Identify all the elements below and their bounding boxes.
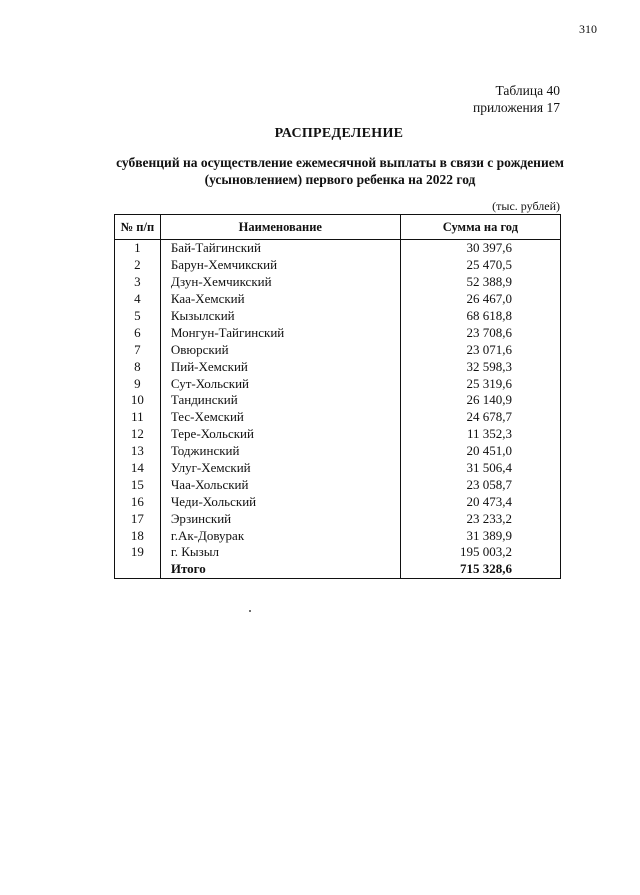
table-row	[115, 544, 561, 561]
row-num-cell: 6	[115, 324, 161, 341]
table-row	[115, 443, 561, 460]
table-row	[115, 291, 561, 308]
table-row	[115, 375, 561, 392]
table-row	[115, 341, 561, 358]
row-sum-cell: 11 352,3	[400, 426, 560, 443]
row-name-cell: Бай-Тайгинский	[160, 240, 400, 257]
row-num-cell: 14	[115, 460, 161, 477]
row-name-cell: Пий-Хемский	[160, 358, 400, 375]
row-sum-cell: 25 319,6	[400, 375, 560, 392]
row-name-cell: Каа-Хемский	[160, 291, 400, 308]
document-subtitle	[110, 154, 570, 188]
row-sum-cell: 195 003,2	[400, 544, 560, 561]
header-sum: Сумма на год	[400, 215, 560, 240]
row-sum-cell: 31 389,9	[400, 527, 560, 544]
table-row	[115, 510, 561, 527]
table-row	[115, 358, 561, 375]
row-sum-cell: 23 708,6	[400, 324, 560, 341]
row-sum-cell: 30 397,6	[400, 240, 560, 257]
table-row	[115, 409, 561, 426]
row-name-cell: Кызылский	[160, 308, 400, 325]
row-num-cell: 9	[115, 375, 161, 392]
row-name-cell: Улуг-Хемский	[160, 460, 400, 477]
table-body	[115, 240, 561, 579]
row-name-cell: Барун-Хемчикский	[160, 257, 400, 274]
row-sum-cell: 25 470,5	[400, 257, 560, 274]
table-reference-line1: Таблица 40	[495, 83, 560, 98]
header-num: № п/п	[115, 215, 161, 240]
row-name-cell: Овюрский	[160, 341, 400, 358]
row-sum-cell: 23 233,2	[400, 510, 560, 527]
table-row	[115, 426, 561, 443]
stray-mark	[249, 610, 251, 612]
table-row	[115, 392, 561, 409]
distribution-table	[114, 214, 561, 579]
row-name-cell: г.Ак-Довурак	[160, 527, 400, 544]
row-num-cell: 1	[115, 240, 161, 257]
row-name-cell: Тере-Хольский	[160, 426, 400, 443]
table-row	[115, 460, 561, 477]
row-name-cell: Чаа-Хольский	[160, 476, 400, 493]
row-sum-cell: 23 058,7	[400, 476, 560, 493]
row-num-cell: 13	[115, 443, 161, 460]
row-num-cell: 5	[115, 308, 161, 325]
total-row	[115, 561, 561, 578]
row-name-cell: Эрзинский	[160, 510, 400, 527]
table-row	[115, 527, 561, 544]
table-row	[115, 476, 561, 493]
row-num-cell: 2	[115, 257, 161, 274]
row-name-cell: Дзун-Хемчикский	[160, 274, 400, 291]
row-num-cell: 10	[115, 392, 161, 409]
row-name-cell: Чеди-Хольский	[160, 493, 400, 510]
table-row	[115, 324, 561, 341]
row-num-cell: 16	[115, 493, 161, 510]
subtitle-line2: (усыновлением) первого ребенка на 2022 год	[204, 172, 476, 187]
header-name: Наименование	[160, 215, 400, 240]
table-header-row	[115, 215, 561, 240]
table-row	[115, 493, 561, 510]
table-row	[115, 274, 561, 291]
row-num-cell: 19	[115, 544, 161, 561]
total-label: Итого	[160, 561, 400, 578]
row-name-cell: Тандинский	[160, 392, 400, 409]
document-title: РАСПРЕДЕЛЕНИЕ	[274, 126, 404, 141]
row-sum-cell: 24 678,7	[400, 409, 560, 426]
row-sum-cell: 32 598,3	[400, 358, 560, 375]
units-note: (тыс. рублей)	[492, 199, 560, 213]
table-reference	[473, 82, 560, 116]
table-row	[115, 257, 561, 274]
row-sum-cell: 52 388,9	[400, 274, 560, 291]
row-sum-cell: 68 618,8	[400, 308, 560, 325]
row-num-cell: 3	[115, 274, 161, 291]
row-num-cell: 4	[115, 291, 161, 308]
row-name-cell: Тоджинский	[160, 443, 400, 460]
row-num-cell: 15	[115, 476, 161, 493]
row-sum-cell: 20 473,4	[400, 493, 560, 510]
total-num-cell	[115, 561, 161, 578]
row-name-cell: Тес-Хемский	[160, 409, 400, 426]
subtitle-line1: субвенций на осуществление ежемесячной выплаты в связи с рождением	[116, 155, 564, 170]
row-num-cell: 7	[115, 341, 161, 358]
total-sum: 715 328,6	[400, 561, 560, 578]
row-sum-cell: 23 071,6	[400, 341, 560, 358]
row-num-cell: 17	[115, 510, 161, 527]
row-name-cell: Монгун-Тайгинский	[160, 324, 400, 341]
table-reference-line2: приложения 17	[472, 100, 560, 115]
row-num-cell: 18	[115, 527, 161, 544]
row-name-cell: Сут-Хольский	[160, 375, 400, 392]
table-row	[115, 240, 561, 257]
table-row	[115, 308, 561, 325]
row-num-cell: 11	[115, 409, 161, 426]
row-sum-cell: 26 140,9	[400, 392, 560, 409]
row-sum-cell: 31 506,4	[400, 460, 560, 477]
row-num-cell: 8	[115, 358, 161, 375]
page-number: 310	[579, 22, 597, 36]
row-name-cell: г. Кызыл	[160, 544, 400, 561]
row-sum-cell: 20 451,0	[400, 443, 560, 460]
row-num-cell: 12	[115, 426, 161, 443]
row-sum-cell: 26 467,0	[400, 291, 560, 308]
distribution-table-container	[114, 214, 561, 579]
